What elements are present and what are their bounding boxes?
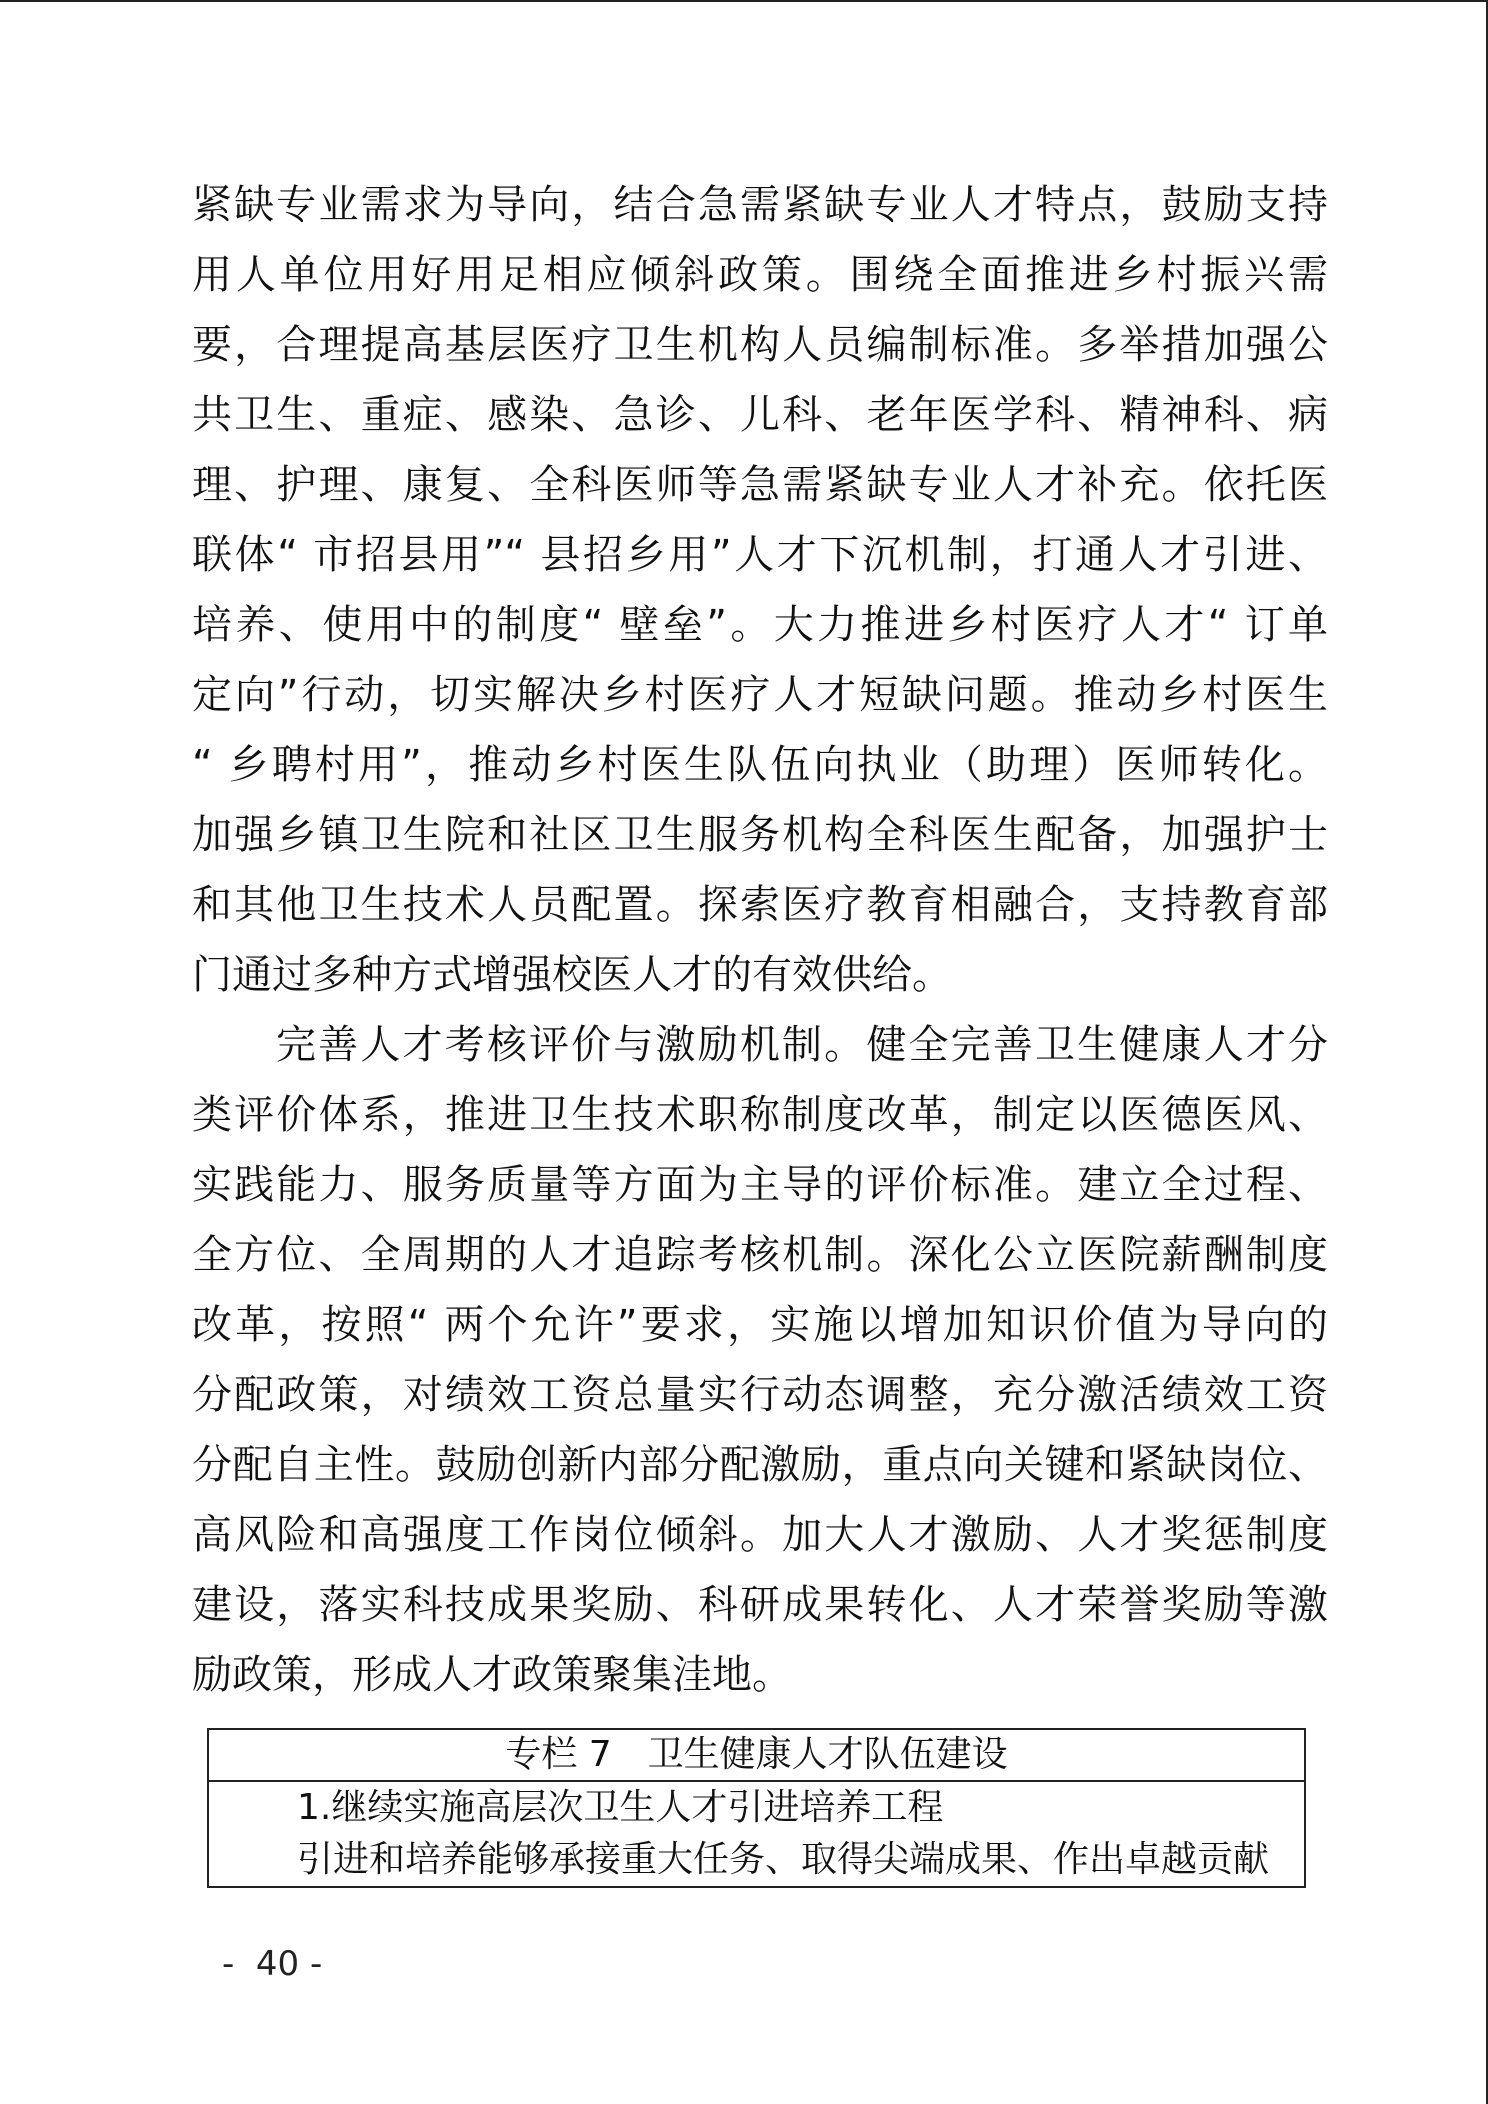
paragraph-1-line: 用人单位用好用足相应倾斜政策。围绕全面推进乡村振兴需: [192, 252, 1328, 298]
paragraph-2-line: 分配自主性。鼓励创新内部分配激励，重点向关键和紧缺岗位、: [192, 1442, 1328, 1488]
paragraph-1-line: 要，合理提高基层医疗卫生机构人员编制标准。多举措加强公: [192, 322, 1328, 368]
feature-box: [207, 1728, 1306, 1888]
paragraph-1-line: 联体“ 市招县用”“ 县招乡用”人才下沉机制，打通人才引进、: [192, 532, 1328, 578]
paragraph-1-line: 和其他卫生技术人员配置。探索医疗教育相融合，支持教育部: [192, 882, 1328, 928]
feature-box-item-heading: 1.继续实施高层次卫生人才引进培养工程: [297, 1787, 944, 1828]
paragraph-1-line: 共卫生、重症、感染、急诊、儿科、老年医学科、精神科、病: [192, 392, 1328, 438]
paragraph-2-line: 全方位、全周期的人才追踪考核机制。深化公立医院薪酬制度: [192, 1232, 1328, 1278]
paragraph-2-line: 实践能力、服务质量等方面为主导的评价标准。建立全过程、: [192, 1162, 1328, 1208]
paragraph-2-line: 改革，按照“ 两个允许”要求，实施以增加知识价值为导向的: [192, 1302, 1328, 1348]
paragraph-1-line: 定向”行动，切实解决乡村医疗人才短缺问题。推动乡村医生: [192, 672, 1328, 718]
page-number: - 40 -: [222, 1944, 323, 1984]
body-text: [192, 170, 1328, 1710]
paragraph-2-line: 励政策，形成人才政策聚集洼地。: [192, 1652, 792, 1698]
paragraph-1-line: 紧缺专业需求为导向，结合急需紧缺专业人才特点，鼓励支持: [192, 182, 1328, 228]
top-border-rule: [0, 0, 1488, 2]
paragraph-1-line: 加强乡镇卫生院和社区卫生服务机构全科医生配备，加强护士: [192, 812, 1328, 858]
paragraph-1-line: 理、护理、康复、全科医师等急需紧缺专业人才补充。依托医: [192, 462, 1328, 508]
paragraph-2-line: 类评价体系，推进卫生技术职称制度改革，制定以医德医风、: [192, 1092, 1328, 1138]
feature-box-title: 专栏 7 卫生健康人才队伍建设: [209, 1730, 1304, 1782]
feature-box-item-text: 引进和培养能够承接重大任务、取得尖端成果、作出卓越贡献: [297, 1839, 1270, 1880]
paragraph-2-line: 分配政策，对绩效工资总量实行动态调整，充分激活绩效工资: [192, 1372, 1328, 1418]
paragraph-2-line: 建设，落实科技成果奖励、科研成果转化、人才荣誉奖励等激: [192, 1582, 1328, 1628]
paragraph-2-line: 完善人才考核评价与激励机制。健全完善卫生健康人才分: [276, 1022, 1328, 1068]
paragraph-1-line: “ 乡聘村用”，推动乡村医生队伍向执业（助理）医师转化。: [192, 742, 1328, 788]
paragraph-2-line: 高风险和高强度工作岗位倾斜。加大人才激励、人才奖惩制度: [192, 1512, 1328, 1558]
paragraph-1-line: 培养、使用中的制度“ 壁垒”。大力推进乡村医疗人才“ 订单: [192, 602, 1328, 648]
paragraph-1-line: 门通过多种方式增强校医人才的有效供给。: [192, 952, 952, 998]
